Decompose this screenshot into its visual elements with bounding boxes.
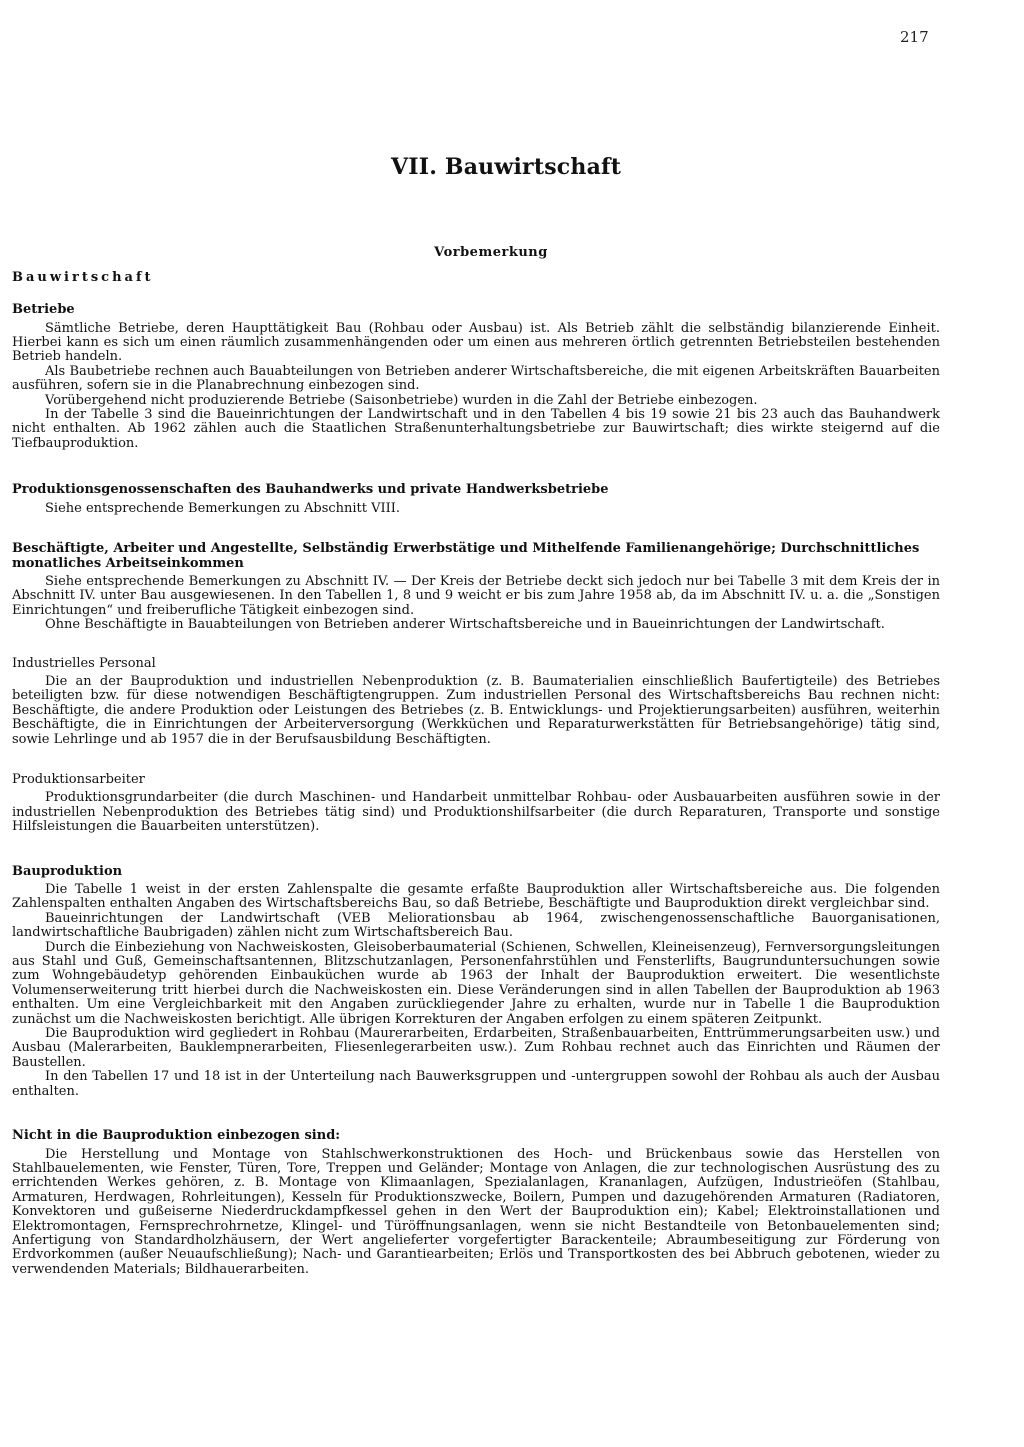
paragraph: Produktionsgrundarbeiter (die durch Maschinen- und Handarbeit unmittelbar Rohbau- oder Ausbauarbeiten ausführen sowie in der industriellen Nebenproduktion des Betriebes tätig sind) und Produktionshilfsarbeiter (die durch Reparaturen, Transporte und sonstige Hilfsleistungen die Bauarbeiten unterstützen). xyxy=(12,790,940,835)
content-block xyxy=(12,865,940,1100)
section-heading: Bauwirtschaft xyxy=(12,269,154,285)
block-heading: Bauproduktion xyxy=(12,863,123,879)
paragraph: Sämtliche Betriebe, deren Haupttätigkeit Bau (Rohbau oder Ausbau) ist. Als Betrieb zählt die selbständig bilanzierende Einheit. Hierbei kann es sich um einen räumlich zusammenhängenden oder um einen aus mehreren örtlich getrennten Betriebsteilen bestehenden Betrieb handeln. xyxy=(12,320,940,365)
paragraph: Siehe entsprechende Bemerkungen zu Abschnitt IV. — Der Kreis der Betriebe deckt sich jedoch nur bei Tabelle 3 mit dem Kreis der in Abschnitt IV. unter Bau ausgewiesenen. In den Tabellen 1, 8 und 9 weicht er bis zum Jahre 1958 ab, da im Abschnitt IV. u. a. die „Sonstigen Einrichtungen“ und freiberufliche Tätigkeit einbezogen sind. xyxy=(12,573,940,618)
paragraph: Die Tabelle 1 weist in der ersten Zahlenspalte die gesamte erfaßte Bauproduktion aller Wirtschaftsbereiche aus. Die folgenden Zahlenspalten enthalten Angaben des Wirtschaftsbereichs Bau, so daß Betriebe, Beschäftigte und Bauproduktion direkt vergleichbar sind. xyxy=(12,882,940,912)
paragraph: Durch die Einbeziehung von Nachweiskosten, Gleisoberbaumaterial (Schienen, Schwellen, Kleineisenzeug), Fernversorgungsleitungen aus Stahl und Guß, Gemeinschaftsantennen, Blitzschutzanlagen, Personenfahrstühlen und Fensterlifts, Baugrunduntersuchungen sowie zum Wohngebäudetyp gehörenden Einbauküchen wurde ab 1963 der Inhalt der Bauproduktion erweitert. Die wesentlichste Volumenserweiterung tritt hierbei durch die Nachweiskosten ein. Diese Veränderungen sind in allen Tabellen der Bauproduktion ab 1963 enthalten. Um eine Vergleichbarkeit mit den Angaben zurückliegender Jahre zu erhalten, wurde nur in Tabelle 1 die Bauproduktion zunächst um die Nachweiskosten berichtigt. Alle übrigen Korrekturen der Angaben erfolgen zu einem späteren Zeitpunkt. xyxy=(12,939,940,1027)
paragraph: Die Bauproduktion wird gegliedert in Rohbau (Maurerarbeiten, Erdarbeiten, Straßenbauarbeiten, Enttrümmerungsarbeiten usw.) und Ausbau (Malerarbeiten, Bauklempnerarbeiten, Fliesenlegerarbeiten usw.). Zum Rohbau rechnet auch das Einrichten und Räumen der Baustellen. xyxy=(12,1026,940,1070)
paragraph: Vorübergehend nicht produzierende Betriebe (Saisonbetriebe) wurden in die Zahl der Betriebe einbezogen. xyxy=(45,392,758,408)
block-heading: Beschäftigte, Arbeiter und Angestellte, Selbständig Erwerbstätige und Mithelfende Familienangehörige; Durchschnittliches monatliches Arbeitseinkommen xyxy=(12,541,920,571)
content-block xyxy=(12,773,940,835)
document-page xyxy=(12,20,940,1277)
content-block xyxy=(12,303,940,451)
paragraph: Die an der Bauproduktion und industriellen Nebenproduktion (z. B. Baumaterialien einschließlich Baufertigteile) des Betriebes beteiligten bzw. für diese notwendigen Beschäftigtengruppen. Zum industriellen Personal des Wirtschaftsbereichs Bau rechnen nicht: Beschäftigte, die andere Produktion oder Leistungen des Betriebes (z. B. Entwicklungs- und Projektierungsarbeiten) ausführen, weiterhin Beschäftigte, die in Einrichtungen der Arbeiterversorgung (Werkküchen und Reparaturwerkstätten für Betriebsangehörige) tätig sind, sowie Lehrlinge und ab 1957 die in der Berufsausbildung Beschäftigten. xyxy=(12,673,940,747)
paragraph: In der Tabelle 3 sind die Baueinrichtungen der Landwirtschaft und in den Tabellen 4 bis 19 sowie 21 bis 23 auch das Bauhandwerk nicht enthalten. Ab 1962 zählen auch die Staatlichen Straßenunterhaltungsbetriebe zur Bauwirtschaft; dies wirkte steigernd auf die Tiefbauproduktion. xyxy=(12,407,940,451)
content-block xyxy=(12,657,940,747)
block-heading: Industrielles Personal xyxy=(12,655,156,671)
block-heading: Produktionsarbeiter xyxy=(12,771,145,787)
content-blocks xyxy=(12,303,940,1277)
preliminary-remark-heading: Vorbemerkung xyxy=(434,245,548,261)
block-heading: Betriebe xyxy=(12,302,75,318)
content-block xyxy=(12,542,940,632)
paragraph: Die Herstellung und Montage von Stahlschwerkonstruktionen des Hoch- und Brückenbaus sowie das Herstellen von Stahlbauelementen, wie Fenster, Türen, Tore, Treppen und Geländer; Montage von Anlagen, die zur technologischen Ausrüstung des zu errichtenden Werkes gehören, z. B. Montage von Klimaanlagen, Spezialanlagen, Krananlagen, Aufzügen, Industrieöfen (Stahlbau, Armaturen, Herdwagen, Rohrleitungen), Kesseln für Produktionszwecke, Boilern, Pumpen und dazugehörenden Armaturen (Radiatoren, Konvektoren und gußeiserne Niederdruckdampfkessel gehen in den Wert der Bauproduktion ein); Kabel; Elektroinstallationen und Elektromontagen, Fernsprechrohrnetze, Klingel- und Türöffnungsanlagen, wenn sie nicht Bestandteile von Betonbauelementen sind; Anfertigung von Standardholzhäusern, der Wert angelieferter vorgefertigter Barackenteile; Abraumbeseitigung zur Förderung von Erdvorkommen (außer Neuaufschließung); Nach- und Garantiearbeiten; Erlös und Transportkosten des bei Abbruch gebotenen, wieder zu verwendenden Materials; Bildhauerarbeiten. xyxy=(12,1146,940,1277)
block-heading: Nicht in die Bauproduktion einbezogen sind: xyxy=(12,1128,341,1144)
paragraph: In den Tabellen 17 und 18 ist in der Unterteilung nach Bauwerksgruppen und -untergruppen sowohl der Rohbau als auch der Ausbau enthalten. xyxy=(12,1069,940,1099)
block-heading: Produktionsgenossenschaften des Bauhandwerks und private Handwerksbetriebe xyxy=(12,482,609,498)
page-number: 217 xyxy=(900,28,929,46)
paragraph: Siehe entsprechende Bemerkungen zu Abschnitt VIII. xyxy=(45,500,401,516)
paragraph: Ohne Beschäftigte in Bauabteilungen von Betrieben anderer Wirtschaftsbereiche und in Baueinrichtungen der Landwirtschaft. xyxy=(45,617,885,633)
content-block xyxy=(12,1129,940,1277)
paragraph: Baueinrichtungen der Landwirtschaft (VEB Meliorationsbau ab 1964, zwischengenossenschaftliche Bauorganisationen, landwirtschaftliche Baubrigaden) zählen nicht zum Wirtschaftsbereich Bau. xyxy=(12,910,940,941)
content-block xyxy=(12,483,940,516)
paragraph: Als Baubetriebe rechnen auch Bauabteilungen von Betrieben anderer Wirtschaftsbereiche, die mit eigenen Arbeitskräften Bauarbeiten ausführen, sofern sie in die Planabrechnung einbezogen sind. xyxy=(12,363,940,394)
chapter-title: VII. Bauwirtschaft xyxy=(390,154,622,180)
